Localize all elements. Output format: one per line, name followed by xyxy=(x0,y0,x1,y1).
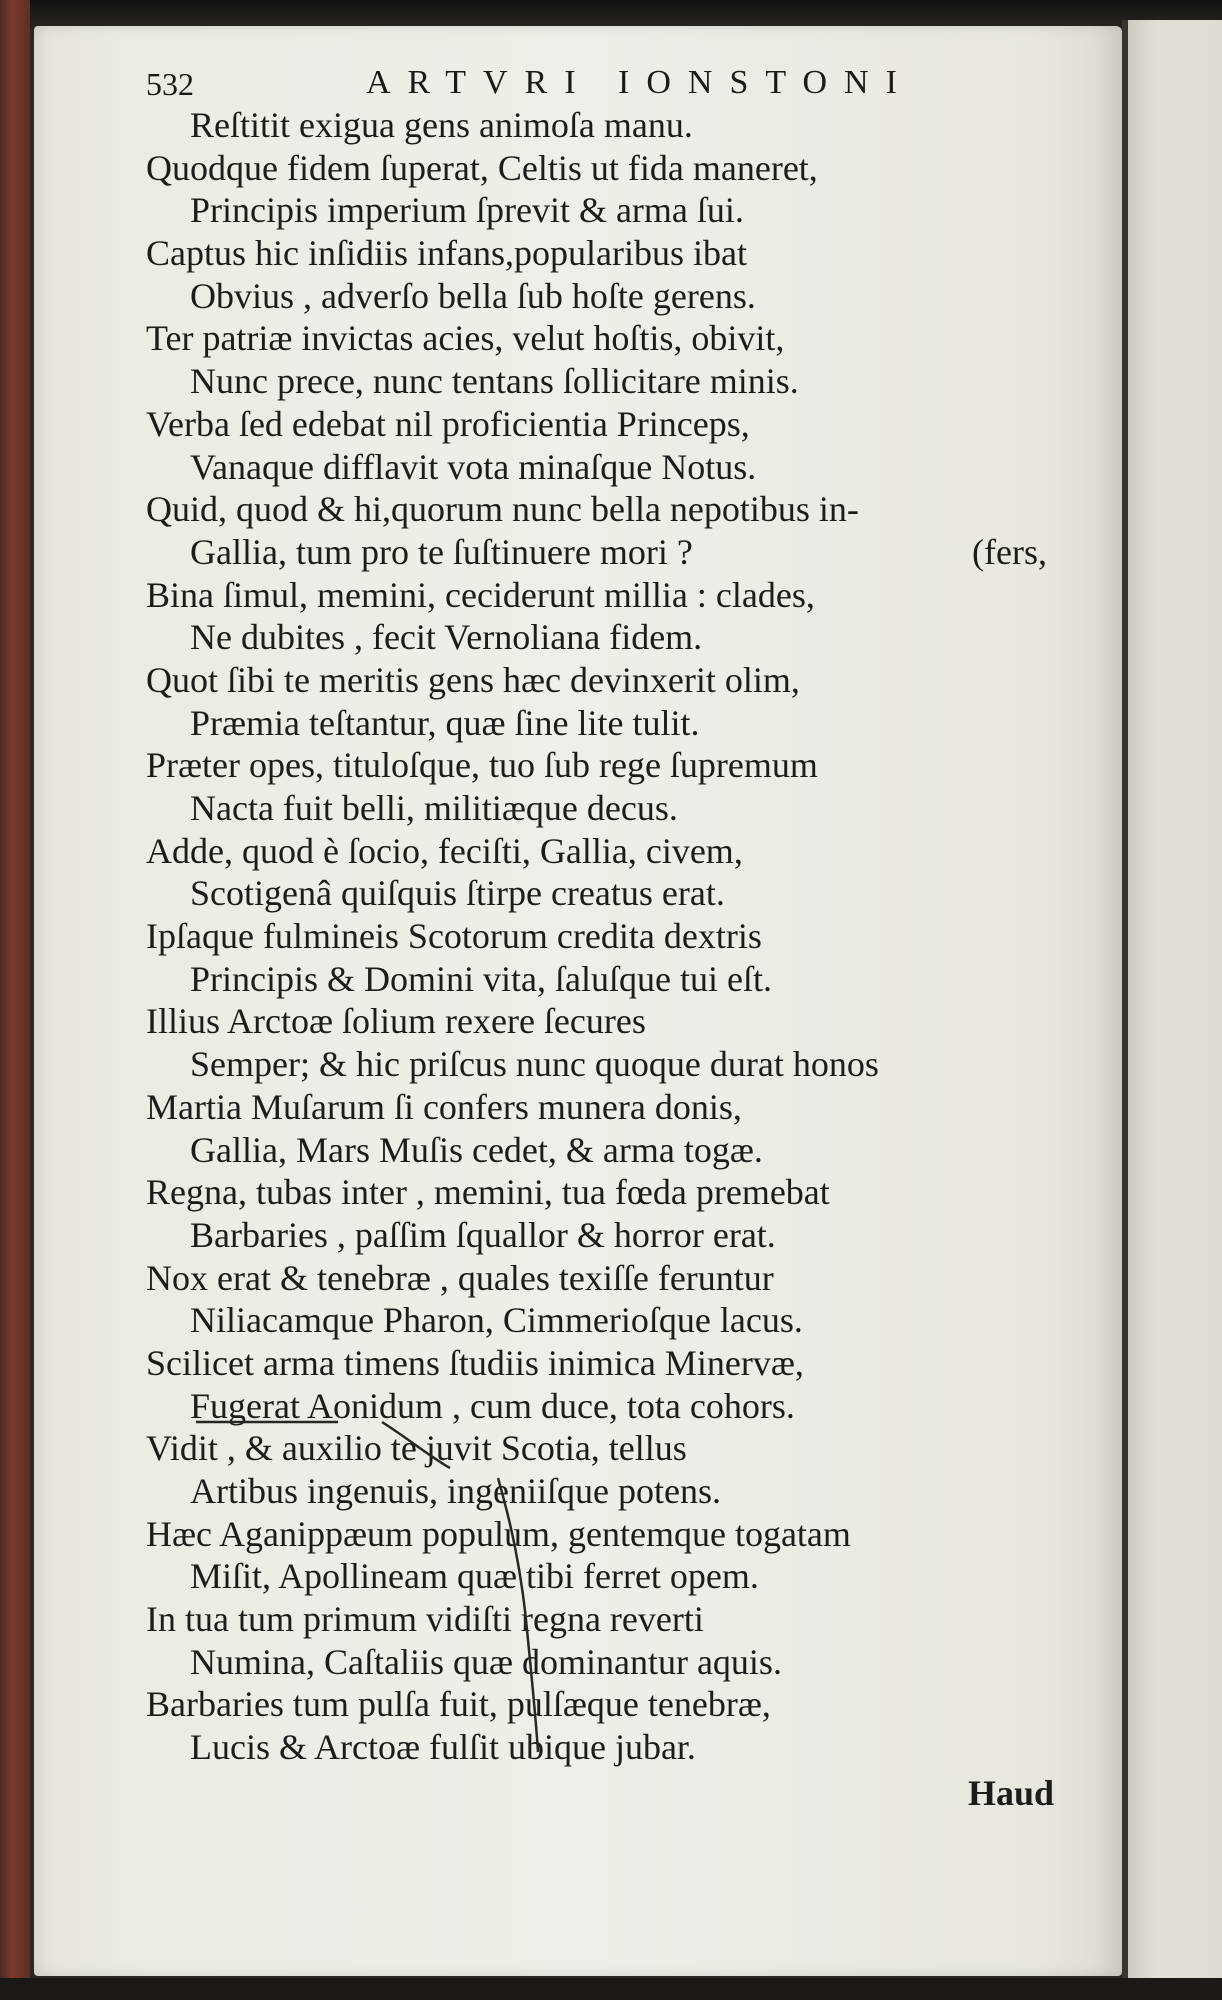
book-spine-edge xyxy=(0,0,30,2000)
verse-line xyxy=(146,702,1096,745)
verse-line-text: Ne dubites , fecit Vernoliana fidem. xyxy=(190,617,703,658)
verse-line-text: Hæc Aganippæum populum, gentemque togatam xyxy=(146,1513,851,1554)
verse-line xyxy=(146,958,1096,1001)
verse-line-text: Adde, quod è ſocio, feciſti, Gallia, civem, xyxy=(146,830,743,871)
verse-line-text: Niliacamque Pharon, Cimmerioſque lacus. xyxy=(190,1300,803,1341)
verse-line xyxy=(146,1129,1096,1172)
page-header xyxy=(146,60,926,110)
verse-line xyxy=(146,275,1096,318)
scan-bottom-edge xyxy=(0,1978,1222,2000)
verse-line-text: Principis & Domini vita, ſaluſque tui eſt. xyxy=(190,958,772,999)
verse-line-text: Nunc prece, nunc tentans ſollicitare minis. xyxy=(190,361,799,402)
verse-line-text: Quodque fidem ſuperat, Celtis ut fida maneret, xyxy=(146,147,818,188)
verse-line-text: Regna, tubas inter , memini, tua fœda premebat xyxy=(146,1172,830,1213)
verse-line-text: Principis imperium ſprevit & arma ſui. xyxy=(190,190,744,231)
verse-line xyxy=(146,1683,1096,1726)
verse-line xyxy=(146,317,1096,360)
verse-line xyxy=(146,915,1096,958)
verse-line xyxy=(146,1555,1096,1598)
verse-line xyxy=(146,1641,1096,1684)
verse-line-text: Bina ſimul, memini, ceciderunt millia : clades, xyxy=(146,574,815,615)
verse-line xyxy=(146,1598,1096,1641)
verse-line-text: Verba ſed edebat nil proficientia Princeps, xyxy=(146,403,750,444)
verse-line-text: In tua tum primum vidiſti regna reverti xyxy=(146,1599,704,1640)
verse-line xyxy=(146,659,1096,702)
verse-line-text: Fugerat Aonidum , cum duce, tota cohors. xyxy=(190,1385,795,1426)
verse-line xyxy=(146,744,1096,787)
turnover-fragment: (fers, xyxy=(972,531,1047,572)
verse-line xyxy=(146,787,1096,830)
verse-line-text: Scotigenâ quiſquis ſtirpe creatus erat. xyxy=(190,873,725,914)
verse-line xyxy=(146,531,1096,574)
verse-line-text: Ipſaque fulmineis Scotorum credita dextris xyxy=(146,916,762,957)
verse-line-text: Vidit , & auxilio te juvit Scotia, tellus xyxy=(146,1428,687,1469)
verse-line xyxy=(146,1000,1096,1043)
verse-line xyxy=(146,1342,1096,1385)
verse-line-text: Obvius , adverſo bella ſub hoſte gerens. xyxy=(190,275,756,316)
verse-line-text: Gallia, tum pro te ſuſtinuere mori ? xyxy=(190,531,693,572)
verse-line xyxy=(146,488,1096,531)
verse-line-text: Lucis & Arctoæ fulſit ubique jubar. xyxy=(190,1727,696,1768)
verse-line xyxy=(146,574,1096,617)
verse-line xyxy=(146,1385,1096,1428)
verse-line xyxy=(146,1086,1096,1129)
verse-line-text: Nacta fuit belli, militiæque decus. xyxy=(190,788,678,828)
verse-line xyxy=(146,1427,1096,1470)
verse-line xyxy=(146,872,1096,915)
verse-line-text: Præter opes, tituloſque, tuo ſub rege ſupremum xyxy=(146,745,818,786)
verse-line-text: Artibus ingenuis, ingeniiſque potens. xyxy=(190,1471,721,1511)
verse-line xyxy=(146,1513,1096,1556)
verse-line xyxy=(146,1726,1096,1769)
verse-line xyxy=(146,1043,1096,1086)
verse-line xyxy=(146,1470,1096,1513)
verse-line xyxy=(146,104,1096,147)
verse-line-text: Barbaries , paſſim ſquallor & horror erat. xyxy=(190,1214,776,1255)
verse-line xyxy=(146,360,1096,403)
verse-line-text: Illius Arctoæ ſolium rexere ſecures xyxy=(146,1001,646,1042)
verse-line xyxy=(146,830,1096,873)
verse-line-text: Semper; & hic priſcus nunc quoque durat honos xyxy=(190,1044,879,1085)
verse-line-text: Martia Muſarum ſi confers munera donis, xyxy=(146,1086,742,1127)
verse-line xyxy=(146,403,1096,446)
verse-line-text: Nox erat & tenebræ , quales texiſſe feruntur xyxy=(146,1257,774,1298)
verse-line-text: Captus hic inſidiis infans,popularibus ibat xyxy=(146,233,747,274)
verse-line xyxy=(146,147,1096,190)
verse-line-text: Numina, Caſtaliis quæ dominantur aquis. xyxy=(190,1641,782,1682)
verse-line-text: Ter patriæ invictas acies, velut hoſtis, obivit, xyxy=(146,318,785,359)
verse-line xyxy=(146,616,1096,659)
verse-line xyxy=(146,189,1096,232)
verse-line-text: Quid, quod & hi,quorum nunc bella nepotibus in- xyxy=(146,489,859,530)
verse-line-text: Barbaries tum pulſa fuit, pulſæque tenebræ, xyxy=(146,1684,771,1725)
verse-line-text: Reſtitit exigua gens animoſa manu. xyxy=(190,105,693,145)
facing-page-edge xyxy=(1128,20,1222,1985)
verse-line-text: Præmia teſtantur, quæ ſine lite tulit. xyxy=(190,702,700,743)
verse-line-text: Scilicet arma timens ſtudiis inimica Minervæ, xyxy=(146,1342,804,1383)
verse-line-text: Gallia, Mars Muſis cedet, & arma togæ. xyxy=(190,1129,763,1170)
verse-line xyxy=(146,446,1096,489)
verse-line-text: Quot ſibi te meritis gens hæc devinxerit olim, xyxy=(146,659,800,700)
verse-line xyxy=(146,1257,1096,1300)
page-number: 532 xyxy=(146,66,194,102)
verse-text xyxy=(146,104,1096,1769)
verse-line xyxy=(146,1299,1096,1342)
verse-line xyxy=(146,1214,1096,1257)
verse-line xyxy=(146,232,1096,275)
verse-line-text: Miſit, Apollineam quæ tibi ferret opem. xyxy=(190,1556,759,1597)
catchword: Haud xyxy=(968,1773,1055,1813)
verse-line-text: Vanaque difflavit vota minaſque Notus. xyxy=(190,446,757,487)
running-head: ARTVRI IONSTONI xyxy=(366,64,914,101)
verse-line xyxy=(146,1171,1096,1214)
